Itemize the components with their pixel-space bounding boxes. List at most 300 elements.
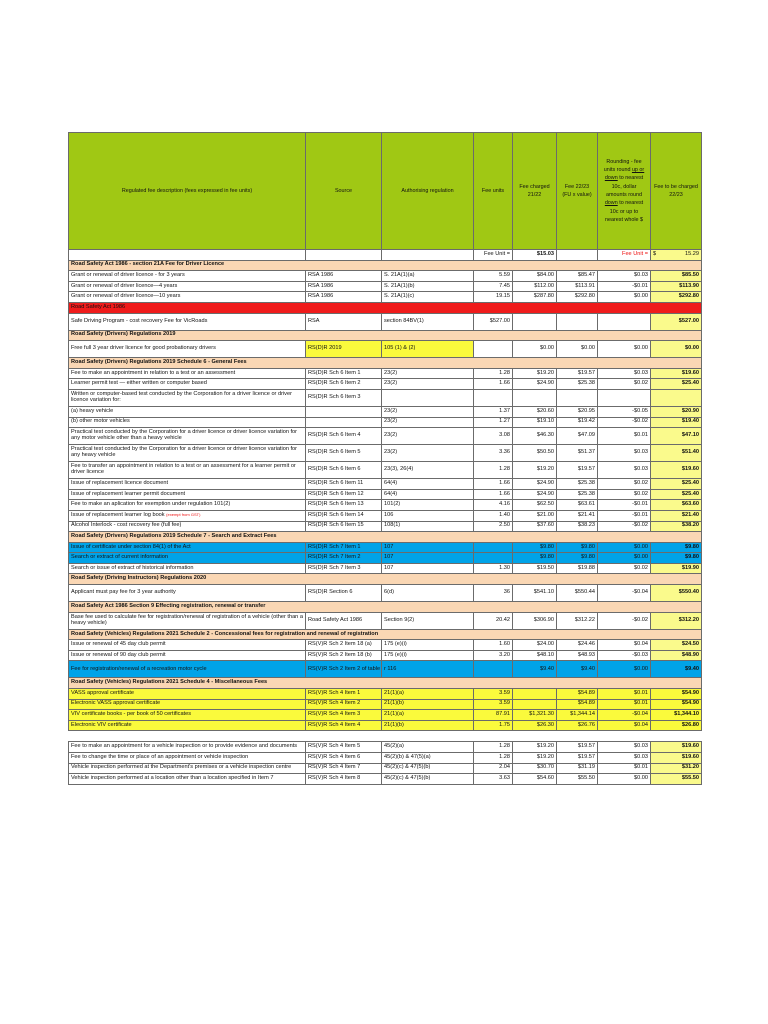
- cell-fee-to-be-charged: $527.00: [651, 313, 702, 330]
- cell-fee-to-be-charged: $25.40: [651, 479, 702, 490]
- section-header-row: [69, 574, 702, 585]
- cell-description: [69, 510, 306, 521]
- cell-description: Grant or renewal of driver licence—10 years: [69, 292, 306, 303]
- fee-row: [69, 368, 702, 379]
- cell-fee-units: $527.00: [474, 313, 513, 330]
- cell-description: Fee to make an appointment for a vehicle inspection or to provide evidence and documents: [69, 742, 306, 753]
- cell-description: Base fee used to calculate fee for registration/renewal of registration of a vehicle (other than a heavy vehicle): [69, 612, 306, 629]
- fee-row: [69, 500, 702, 511]
- cell-source: RS(D)R Sch 6 Item 11: [306, 479, 382, 490]
- cell-authorising-regulation: r 116: [382, 661, 474, 678]
- fee-row: [69, 521, 702, 532]
- cell-fee-fu-value: $25.38: [557, 379, 598, 390]
- cell-authorising-regulation: 107: [382, 563, 474, 574]
- cell-fee-units: 3.63: [474, 774, 513, 785]
- cell-fee-to-be-charged: $9.40: [651, 661, 702, 678]
- cell-source: RS(V)R Sch 4 Item 7: [306, 763, 382, 774]
- header-source: Source: [306, 133, 382, 250]
- cell-authorising-regulation: 107: [382, 553, 474, 564]
- cell-fee-units: 1.30: [474, 563, 513, 574]
- cell-fee-units: 1.66: [474, 489, 513, 500]
- cell-fee-fu-value: $1,344.14: [557, 710, 598, 721]
- cell-fee-units: [474, 542, 513, 553]
- cell-fee-charged: $1,321.30: [513, 710, 557, 721]
- cell-fee-units: 7.45: [474, 281, 513, 292]
- cell-fee-charged: $19.20: [513, 742, 557, 753]
- cell-fee-to-be-charged: $9.80: [651, 542, 702, 553]
- cell-authorising-regulation: 23(2): [382, 428, 474, 445]
- cell-fee-units: 1.66: [474, 379, 513, 390]
- cell-fee-charged: $20.60: [513, 406, 557, 417]
- cell-fee-to-be-charged: $20.90: [651, 406, 702, 417]
- cell-fee-fu-value: $19.57: [557, 753, 598, 764]
- cell-fee-charged: $30.70: [513, 763, 557, 774]
- cell-source: RS(V)R Sch 4 Item 3: [306, 710, 382, 721]
- fee-row: [69, 640, 702, 651]
- cell-source: RS(V)R Sch 4 Item 8: [306, 774, 382, 785]
- cell-description: Grant or renewal of driver licence - for 3 years: [69, 271, 306, 282]
- cell-description: Alcohol Interlock - cost recovery fee (full fee): [69, 521, 306, 532]
- cell-fee-to-be-charged: $26.80: [651, 720, 702, 731]
- fee-row: [69, 563, 702, 574]
- cell-fee-fu-value: $19.88: [557, 563, 598, 574]
- cell-fee-to-be-charged: $19.60: [651, 368, 702, 379]
- cell-authorising-regulation: 107: [382, 542, 474, 553]
- cell-authorising-regulation: 21(1)(b): [382, 699, 474, 710]
- cell-fee-fu-value: $19.57: [557, 742, 598, 753]
- cell-description: Issue or renewal of 45 day club permit: [69, 640, 306, 651]
- cell-fee-fu-value: $292.80: [557, 292, 598, 303]
- section-header-row: [69, 532, 702, 543]
- fee-row: [69, 341, 702, 358]
- cell-rounding: $0.03: [598, 742, 651, 753]
- fee-row: [69, 661, 702, 678]
- cell-fee-charged: $54.60: [513, 774, 557, 785]
- cell-description: Fee to transfer an appointment in relation to a test or an assessment for a learner permit or driver licence: [69, 462, 306, 479]
- cell-description: Search or extract of current information: [69, 553, 306, 564]
- cell-authorising-regulation: 105 (1) & (2): [382, 341, 474, 358]
- section-title: Road Safety (Vehicles) Regulations 2021 Schedule 2 - Concessional fees for registration and renewal of registration: [69, 629, 702, 640]
- cell-fee-units: 3.20: [474, 650, 513, 661]
- fee-table: [68, 132, 702, 785]
- cell-fee-charged: $21.00: [513, 510, 557, 521]
- cell-description: Free full 3 year driver licence for good probationary drivers: [69, 341, 306, 358]
- section-title: Road Safety (Drivers) Regulations 2019: [69, 330, 702, 341]
- cell-source: RS(D)R Sch 7 Item 1: [306, 542, 382, 553]
- cell-authorising-regulation: 21(1)(b): [382, 720, 474, 731]
- cell-rounding: $0.04: [598, 640, 651, 651]
- cell-fee-charged: $48.10: [513, 650, 557, 661]
- cell-authorising-regulation: [382, 389, 474, 406]
- section-title: Road Safety Act 1986 Section 9 Effecting registration, renewal or transfer: [69, 602, 702, 613]
- cell-rounding: $0.03: [598, 445, 651, 462]
- cell-source: RS(D)R Sch 7 Item 2: [306, 553, 382, 564]
- cell-authorising-regulation: 45(2)(a): [382, 742, 474, 753]
- cell-rounding: -$0.01: [598, 500, 651, 511]
- description-text: Issue of replacement learner log book: [71, 511, 165, 518]
- cell-fee-units: 1.40: [474, 510, 513, 521]
- cell-rounding: $0.03: [598, 753, 651, 764]
- cell-rounding: -$0.04: [598, 585, 651, 602]
- cell-authorising-regulation: 23(2): [382, 445, 474, 462]
- cell-fee-charged: $19.20: [513, 368, 557, 379]
- cell-authorising-regulation: 23(2): [382, 368, 474, 379]
- cell-fee-units: 5.59: [474, 271, 513, 282]
- cell-rounding: $0.00: [598, 542, 651, 553]
- cell-authorising-regulation: 21(1)(a): [382, 689, 474, 700]
- cell-rounding: $0.04: [598, 720, 651, 731]
- cell-fee-to-be-charged: $47.10: [651, 428, 702, 445]
- fee-row: [69, 742, 702, 753]
- cell-rounding: $0.02: [598, 379, 651, 390]
- cell-authorising-regulation: 175 (e)(i): [382, 640, 474, 651]
- fee-row: [69, 428, 702, 445]
- cell-fee-charged: $62.50: [513, 500, 557, 511]
- cell-source: RS(D)R Sch 6 Item 13: [306, 500, 382, 511]
- cell-rounding: $0.03: [598, 368, 651, 379]
- cell-rounding: $0.00: [598, 774, 651, 785]
- cell-authorising-regulation: Section 9(2): [382, 612, 474, 629]
- cell-authorising-regulation: S. 21A(1)(c): [382, 292, 474, 303]
- fee-row: [69, 292, 702, 303]
- section-header-row: [69, 678, 702, 689]
- cell-rounding: $0.03: [598, 271, 651, 282]
- cell-rounding: -$0.01: [598, 510, 651, 521]
- cell-fee-to-be-charged: [651, 389, 702, 406]
- fee-row: [69, 650, 702, 661]
- cell-fee-to-be-charged: $25.40: [651, 489, 702, 500]
- cell-authorising-regulation: S. 21A(1)(b): [382, 281, 474, 292]
- cell-fee-charged: $19.20: [513, 753, 557, 764]
- cell-rounding: $0.02: [598, 563, 651, 574]
- fee-row: [69, 406, 702, 417]
- cell-fee-units: 3.59: [474, 689, 513, 700]
- cell-fee-units: 4.16: [474, 500, 513, 511]
- cell-fee-fu-value: $19.57: [557, 368, 598, 379]
- cell-fee-units: 20.42: [474, 612, 513, 629]
- cell-fee-to-be-charged: $19.60: [651, 742, 702, 753]
- cell-fee-charged: $19.20: [513, 462, 557, 479]
- cell-description: Applicant must pay fee for 3 year authority: [69, 585, 306, 602]
- cell-fee-units: 1.28: [474, 753, 513, 764]
- cell-fee-fu-value: $312.22: [557, 612, 598, 629]
- cell-fee-charged: $84.00: [513, 271, 557, 282]
- fee-table-body: [69, 250, 702, 785]
- section-header-row: [69, 260, 702, 271]
- cell-source: RSA 1986: [306, 281, 382, 292]
- fee-row: [69, 612, 702, 629]
- fee-row: [69, 462, 702, 479]
- cell-fee-to-be-charged: $63.60: [651, 500, 702, 511]
- header-fee-fu-value: Fee 22/23 (FU x value): [557, 133, 598, 250]
- cell-description: (a) heavy vehicle: [69, 406, 306, 417]
- cell-source: RS(D)R Sch 6 Item 2: [306, 379, 382, 390]
- cell-fee-to-be-charged: $54.90: [651, 689, 702, 700]
- dollar-sign: $: [653, 250, 657, 257]
- cell-fee-charged: $112.00: [513, 281, 557, 292]
- cell-fee-units: [474, 553, 513, 564]
- cell-authorising-regulation: 106: [382, 510, 474, 521]
- cell-fee-fu-value: $19.42: [557, 417, 598, 428]
- fee-row: [69, 753, 702, 764]
- cell-rounding: -$0.05: [598, 406, 651, 417]
- highlight-section-row: [69, 302, 702, 313]
- cell-source: RS(V)R Sch 2 Item 18 (a): [306, 640, 382, 651]
- cell-authorising-regulation: 101(2): [382, 500, 474, 511]
- cell-source: RS(V)R Sch 4 Item 6: [306, 753, 382, 764]
- cell-source: RS(V)R Sch 4 Item 4: [306, 720, 382, 731]
- cell-source: RS(D)R Sch 6 Item 12: [306, 489, 382, 500]
- cell-fee-fu-value: $20.95: [557, 406, 598, 417]
- header-fee-units: Fee units: [474, 133, 513, 250]
- fee-row: [69, 271, 702, 282]
- cell-description: VASS approval certificate: [69, 689, 306, 700]
- cell-fee-to-be-charged: $19.40: [651, 417, 702, 428]
- cell-fee-charged: $541.10: [513, 585, 557, 602]
- cell-fee-fu-value: $51.37: [557, 445, 598, 462]
- cell-fee-to-be-charged: $25.40: [651, 379, 702, 390]
- cell-source: [306, 406, 382, 417]
- cell-description: Vehicle inspection performed at the Department's premises or a vehicle inspection centre: [69, 763, 306, 774]
- cell-source: RSA 1986: [306, 292, 382, 303]
- cell-fee-fu-value: $54.89: [557, 699, 598, 710]
- cell-fee-fu-value: $25.38: [557, 489, 598, 500]
- cell-fee-units: 3.59: [474, 699, 513, 710]
- cell-fee-to-be-charged: $54.90: [651, 699, 702, 710]
- cell-description: Issue of replacement learner permit document: [69, 489, 306, 500]
- cell-description: Practical test conducted by the Corporation for a driver licence or driver licence variation for any heavy vehicle: [69, 445, 306, 462]
- cell-description: Grant or renewal of driver licence—4 years: [69, 281, 306, 292]
- section-title: Road Safety (Drivers) Regulations 2019 Schedule 7 - Search and Extract Fees: [69, 532, 702, 543]
- fee-unit-row: [69, 250, 702, 261]
- cell-fee-to-be-charged: $21.40: [651, 510, 702, 521]
- cell-fee-charged: [513, 689, 557, 700]
- fee-row: [69, 720, 702, 731]
- header-row: [69, 133, 702, 250]
- cell-description: Fee to make an appointment in relation to a test or an assessment: [69, 368, 306, 379]
- cell-description: VIV certificate books - per book of 50 certificates: [69, 710, 306, 721]
- fee-row: [69, 489, 702, 500]
- fee-row: [69, 445, 702, 462]
- cell-fee-charged: $19.10: [513, 417, 557, 428]
- fee-unit-label-2223: Fee Unit =: [598, 250, 651, 261]
- cell-fee-fu-value: $550.44: [557, 585, 598, 602]
- cell-source: RS(D)R Sch 6 Item 15: [306, 521, 382, 532]
- cell-rounding: $0.01: [598, 428, 651, 445]
- cell-fee-charged: $9.80: [513, 542, 557, 553]
- fee-unit-label: Fee Unit =: [474, 250, 513, 261]
- cell-fee-fu-value: $63.61: [557, 500, 598, 511]
- cell-fee-to-be-charged: $38.20: [651, 521, 702, 532]
- fee-row: [69, 313, 702, 330]
- cell-source: Road Safety Act 1986: [306, 612, 382, 629]
- fee-row: [69, 710, 702, 721]
- cell-rounding: -$0.01: [598, 281, 651, 292]
- cell-rounding: -$0.02: [598, 521, 651, 532]
- gst-note: (exempt from GST): [166, 511, 201, 517]
- fee-row: [69, 542, 702, 553]
- cell-source: RS(D)R Section 6: [306, 585, 382, 602]
- cell-description: (b) other motor vehicles: [69, 417, 306, 428]
- fee-unit-value-2223-cell: [651, 250, 702, 261]
- cell-fee-charged: $0.00: [513, 341, 557, 358]
- cell-fee-units: 1.60: [474, 640, 513, 651]
- cell-rounding: $0.02: [598, 489, 651, 500]
- cell-authorising-regulation: 64(4): [382, 489, 474, 500]
- cell-description: Issue or renewal of 90 day club permit: [69, 650, 306, 661]
- section-header-row: [69, 629, 702, 640]
- cell-rounding: $0.01: [598, 699, 651, 710]
- cell-fee-fu-value: $38.23: [557, 521, 598, 532]
- cell-source: RS(D)R Sch 6 Item 14: [306, 510, 382, 521]
- header-fee-charged: Fee charged 21/22: [513, 133, 557, 250]
- cell-rounding: $0.00: [598, 341, 651, 358]
- cell-fee-fu-value: $47.09: [557, 428, 598, 445]
- cell-rounding: $0.03: [598, 462, 651, 479]
- cell-fee-to-be-charged: $51.40: [651, 445, 702, 462]
- cell-rounding: [598, 313, 651, 330]
- cell-description: Fee to change the time or place of an appointment or vehicle inspection: [69, 753, 306, 764]
- cell-fee-to-be-charged: $24.50: [651, 640, 702, 651]
- cell-fee-fu-value: $113.91: [557, 281, 598, 292]
- section-title: Road Safety (Vehicles) Regulations 2021 Schedule 4 - Miscellaneous Fees: [69, 678, 702, 689]
- cell-authorising-regulation: 175 (e)(i): [382, 650, 474, 661]
- cell-fee-charged: [513, 699, 557, 710]
- cell-fee-units: 19.15: [474, 292, 513, 303]
- cell-source: RS(D)R Sch 6 Item 5: [306, 445, 382, 462]
- spacer-row: [69, 731, 702, 742]
- cell-fee-charged: $9.40: [513, 661, 557, 678]
- cell-fee-units: 1.28: [474, 462, 513, 479]
- section-title: Road Safety Act 1986: [69, 302, 702, 313]
- cell-authorising-regulation: 6(d): [382, 585, 474, 602]
- fee-row: [69, 553, 702, 564]
- cell-fee-charged: $46.30: [513, 428, 557, 445]
- cell-rounding: $0.01: [598, 763, 651, 774]
- cell-fee-to-be-charged: $19.60: [651, 753, 702, 764]
- cell-authorising-regulation: 45(2)(c) & 47(5)(b): [382, 763, 474, 774]
- cell-fee-fu-value: $9.80: [557, 542, 598, 553]
- fee-schedule-sheet: [68, 132, 701, 785]
- cell-fee-charged: $9.80: [513, 553, 557, 564]
- cell-fee-units: 1.66: [474, 479, 513, 490]
- fee-row: [69, 699, 702, 710]
- cell-authorising-regulation: 23(2): [382, 406, 474, 417]
- cell-fee-to-be-charged: $19.90: [651, 563, 702, 574]
- cell-authorising-regulation: 23(2): [382, 417, 474, 428]
- fee-row: [69, 379, 702, 390]
- cell-fee-to-be-charged: $0.00: [651, 341, 702, 358]
- fee-row: [69, 689, 702, 700]
- cell-description: Issue of replacement licence document: [69, 479, 306, 490]
- cell-fee-units: 1.27: [474, 417, 513, 428]
- cell-description: Electronic VASS approval certificate: [69, 699, 306, 710]
- cell-fee-units: 36: [474, 585, 513, 602]
- cell-rounding: -$0.02: [598, 417, 651, 428]
- cell-fee-units: 1.28: [474, 368, 513, 379]
- cell-description: Fee for registration/renewal of a recreation motor cycle: [69, 661, 306, 678]
- cell-description: Electronic VIV certificate: [69, 720, 306, 731]
- cell-fee-units: 1.28: [474, 742, 513, 753]
- fee-row: [69, 585, 702, 602]
- cell-fee-charged: $50.50: [513, 445, 557, 462]
- cell-rounding: $0.00: [598, 661, 651, 678]
- header-authorising-regulation: Authorising regulation: [382, 133, 474, 250]
- section-title: Road Safety (Driving Instructors) Regulations 2020: [69, 574, 702, 585]
- section-header-row: [69, 358, 702, 369]
- cell-source: RS(V)R Sch 4 Item 2: [306, 699, 382, 710]
- fee-row: [69, 389, 702, 406]
- cell-fee-fu-value: $26.76: [557, 720, 598, 731]
- cell-description: Issue of certificate under section 84(1) of the Act: [69, 542, 306, 553]
- cell-authorising-regulation: 108(1): [382, 521, 474, 532]
- cell-fee-fu-value: $25.38: [557, 479, 598, 490]
- cell-fee-to-be-charged: $550.40: [651, 585, 702, 602]
- cell-source: RS(V)R Sch 4 Item 1: [306, 689, 382, 700]
- cell-description: Vehicle inspection performed at a location other than a location specified in Item 7: [69, 774, 306, 785]
- cell-rounding: $0.00: [598, 553, 651, 564]
- cell-fee-charged: $287.80: [513, 292, 557, 303]
- cell-source: RS(D)R Sch 6 Item 4: [306, 428, 382, 445]
- cell-fee-fu-value: $24.46: [557, 640, 598, 651]
- cell-fee-charged: $24.00: [513, 640, 557, 651]
- cell-source: RS(D)R Sch 6 Item 6: [306, 462, 382, 479]
- cell-source: RS(D)R Sch 6 Item 1: [306, 368, 382, 379]
- cell-description: Practical test conducted by the Corporation for a driver licence or driver licence variation for any motor vehicle other than a heavy vehicle: [69, 428, 306, 445]
- cell-fee-to-be-charged: $1,344.10: [651, 710, 702, 721]
- cell-fee-to-be-charged: $292.80: [651, 292, 702, 303]
- cell-fee-charged: $37.60: [513, 521, 557, 532]
- cell-fee-fu-value: $48.93: [557, 650, 598, 661]
- fee-unit-value-2122: $15.03: [513, 250, 557, 261]
- fee-row: [69, 763, 702, 774]
- cell-fee-charged: $19.50: [513, 563, 557, 574]
- cell-fee-units: [474, 341, 513, 358]
- fee-unit-value-2223: 15.29: [685, 250, 699, 257]
- cell-fee-fu-value: $9.80: [557, 553, 598, 564]
- cell-fee-to-be-charged: $9.80: [651, 553, 702, 564]
- cell-description: Learner permit test — either written or computer based: [69, 379, 306, 390]
- header-description: Regulated fee description (fees expressed in fee units): [69, 133, 306, 250]
- cell-authorising-regulation: 45(2)(c) & 47(5)(b): [382, 774, 474, 785]
- fee-row: [69, 774, 702, 785]
- cell-fee-to-be-charged: $19.60: [651, 462, 702, 479]
- cell-fee-to-be-charged: $55.50: [651, 774, 702, 785]
- cell-fee-fu-value: $19.57: [557, 462, 598, 479]
- cell-fee-fu-value: $55.50: [557, 774, 598, 785]
- cell-fee-fu-value: $85.47: [557, 271, 598, 282]
- cell-authorising-regulation: 23(2): [382, 379, 474, 390]
- cell-fee-charged: $24.90: [513, 489, 557, 500]
- cell-fee-to-be-charged: $312.20: [651, 612, 702, 629]
- fee-row: [69, 417, 702, 428]
- cell-fee-fu-value: $0.00: [557, 341, 598, 358]
- cell-authorising-regulation: 45(2)(b) & 47(5)(a): [382, 753, 474, 764]
- cell-fee-charged: [513, 313, 557, 330]
- cell-source: RS(D)R Sch 6 Item 3: [306, 389, 382, 406]
- section-title: Road Safety (Drivers) Regulations 2019 Schedule 6 - General Fees: [69, 358, 702, 369]
- cell-source: RS(V)R Sch 4 Item 5: [306, 742, 382, 753]
- cell-fee-charged: $24.90: [513, 479, 557, 490]
- cell-rounding: -$0.02: [598, 612, 651, 629]
- cell-fee-units: 1.75: [474, 720, 513, 731]
- cell-authorising-regulation: 64(4): [382, 479, 474, 490]
- cell-description: Safe Driving Program - cost recovery Fee for VicRoads: [69, 313, 306, 330]
- cell-rounding: -$0.04: [598, 710, 651, 721]
- cell-rounding: -$0.03: [598, 650, 651, 661]
- cell-authorising-regulation: 21(1)(a): [382, 710, 474, 721]
- cell-source: RS(V)R Sch 2 Item 2 of table: [306, 661, 382, 678]
